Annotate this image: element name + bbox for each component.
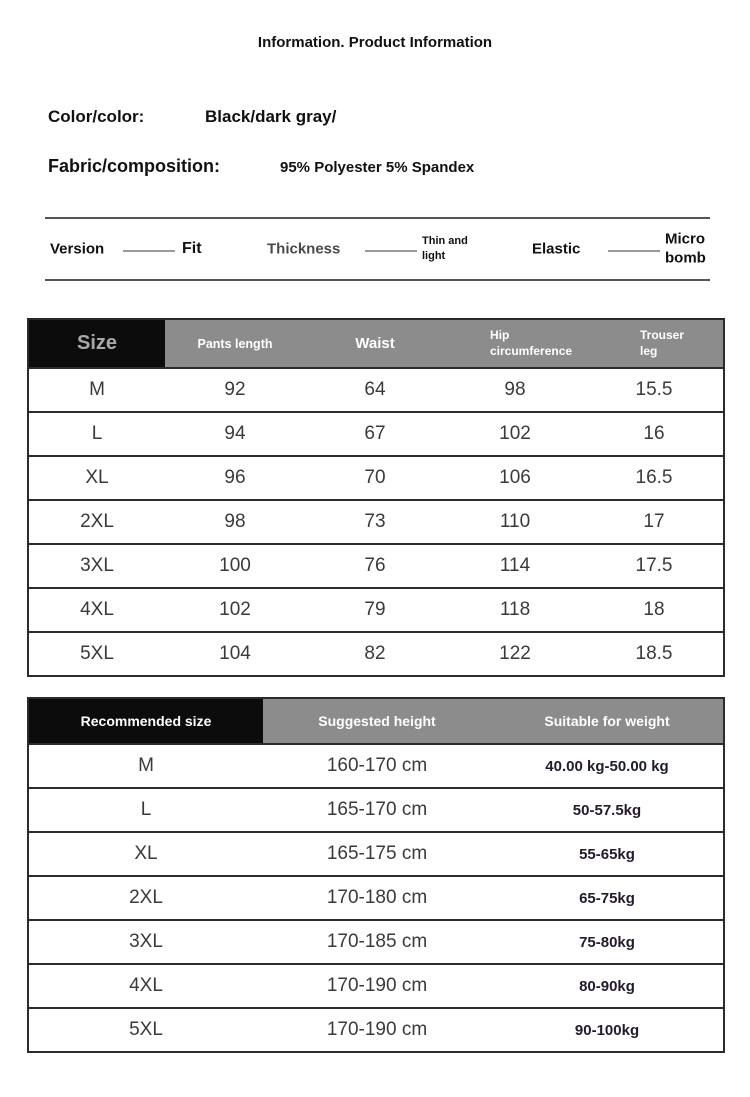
size-cell: 2XL — [28, 500, 165, 544]
elastic-value: Micro bomb — [665, 230, 706, 266]
waist-cell: 64 — [305, 368, 445, 412]
waist-cell: 79 — [305, 588, 445, 632]
table-row — [28, 788, 724, 832]
waist-cell: 82 — [305, 632, 445, 676]
hip-circumference-header — [445, 319, 585, 368]
trouser-leg-header — [585, 319, 724, 368]
pants-length-cell: 96 — [165, 456, 305, 500]
version-label: Version — [50, 240, 105, 258]
leg-cell: 17 — [585, 500, 724, 544]
recommend-table-header-row — [28, 698, 724, 744]
leg-cell: 16.5 — [585, 456, 724, 500]
leg-cell: 18 — [585, 588, 724, 632]
weight-cell: 90-100kg — [491, 1008, 724, 1052]
hip-cell: 118 — [445, 588, 585, 632]
hip-cell: 122 — [445, 632, 585, 676]
size-cell: 5XL — [28, 1008, 263, 1052]
waist-cell: 70 — [305, 456, 445, 500]
size-measurements-table — [27, 318, 725, 677]
attributes-band — [45, 217, 710, 281]
page-title: Information. Product Information — [257, 34, 493, 51]
table-row — [28, 920, 724, 964]
size-cell: 2XL — [28, 876, 263, 920]
pants-length-cell: 100 — [165, 544, 305, 588]
height-cell: 170-185 cm — [263, 920, 491, 964]
divider-dash — [123, 250, 175, 252]
size-header: Size — [28, 319, 165, 368]
divider-dash — [365, 250, 417, 252]
table-row — [28, 744, 724, 788]
elastic-label: Elastic — [532, 240, 581, 258]
weight-cell: 40.00 kg-50.00 kg — [491, 744, 724, 788]
waist-header: Waist — [305, 319, 445, 368]
table-row — [28, 368, 724, 412]
hip-cell: 98 — [445, 368, 585, 412]
weight-cell: 75-80kg — [491, 920, 724, 964]
table-row — [28, 500, 724, 544]
suitable-weight-header: Suitable for weight — [491, 698, 724, 744]
divider-dash — [608, 250, 660, 252]
height-cell: 170-180 cm — [263, 876, 491, 920]
color-label: Color/color: — [48, 107, 145, 126]
height-cell: 170-190 cm — [263, 1008, 491, 1052]
hip-cell: 114 — [445, 544, 585, 588]
thickness-label: Thickness — [267, 240, 341, 258]
waist-cell: 73 — [305, 500, 445, 544]
fabric-value: 95% Polyester 5% Spandex — [280, 159, 475, 176]
color-value: Black/dark gray/ — [205, 107, 337, 126]
size-cell: L — [28, 788, 263, 832]
table-row — [28, 588, 724, 632]
size-cell: 3XL — [28, 544, 165, 588]
table-row — [28, 412, 724, 456]
height-cell: 165-175 cm — [263, 832, 491, 876]
weight-cell: 50-57.5kg — [491, 788, 724, 832]
size-cell: M — [28, 744, 263, 788]
pants-length-cell: 92 — [165, 368, 305, 412]
recommended-size-header: Recommended size — [28, 698, 263, 744]
size-cell: 3XL — [28, 920, 263, 964]
leg-cell: 18.5 — [585, 632, 724, 676]
table-row — [28, 876, 724, 920]
hip-cell: 106 — [445, 456, 585, 500]
size-cell: XL — [28, 456, 165, 500]
waist-cell: 67 — [305, 412, 445, 456]
leg-header-text: Trouser leg — [640, 327, 685, 358]
pants-length-cell: 104 — [165, 632, 305, 676]
leg-cell: 15.5 — [585, 368, 724, 412]
thickness-value: Thin and light — [422, 235, 468, 262]
height-cell: 165-170 cm — [263, 788, 491, 832]
waist-cell: 76 — [305, 544, 445, 588]
height-cell: 160-170 cm — [263, 744, 491, 788]
pants-length-cell: 102 — [165, 588, 305, 632]
size-cell: L — [28, 412, 165, 456]
pants-length-header: Pants length — [165, 319, 305, 368]
suggested-height-header: Suggested height — [263, 698, 491, 744]
leg-cell: 17.5 — [585, 544, 724, 588]
recommended-size-table — [27, 697, 725, 1053]
size-cell: M — [28, 368, 165, 412]
hip-cell: 102 — [445, 412, 585, 456]
version-value: Fit — [182, 240, 202, 257]
hip-cell: 110 — [445, 500, 585, 544]
size-cell: 4XL — [28, 964, 263, 1008]
fabric-label: Fabric/composition: — [48, 156, 221, 176]
size-table-header-row — [28, 319, 724, 368]
table-row — [28, 964, 724, 1008]
pants-length-cell: 94 — [165, 412, 305, 456]
table-row — [28, 632, 724, 676]
size-cell: XL — [28, 832, 263, 876]
table-row — [28, 832, 724, 876]
table-row — [28, 1008, 724, 1052]
weight-cell: 80-90kg — [491, 964, 724, 1008]
leg-cell: 16 — [585, 412, 724, 456]
table-row — [28, 544, 724, 588]
size-cell: 5XL — [28, 632, 165, 676]
table-row — [28, 456, 724, 500]
weight-cell: 65-75kg — [491, 876, 724, 920]
pants-length-cell: 98 — [165, 500, 305, 544]
hip-header-text: Hip circumference — [490, 327, 573, 358]
weight-cell: 55-65kg — [491, 832, 724, 876]
size-cell: 4XL — [28, 588, 165, 632]
height-cell: 170-190 cm — [263, 964, 491, 1008]
